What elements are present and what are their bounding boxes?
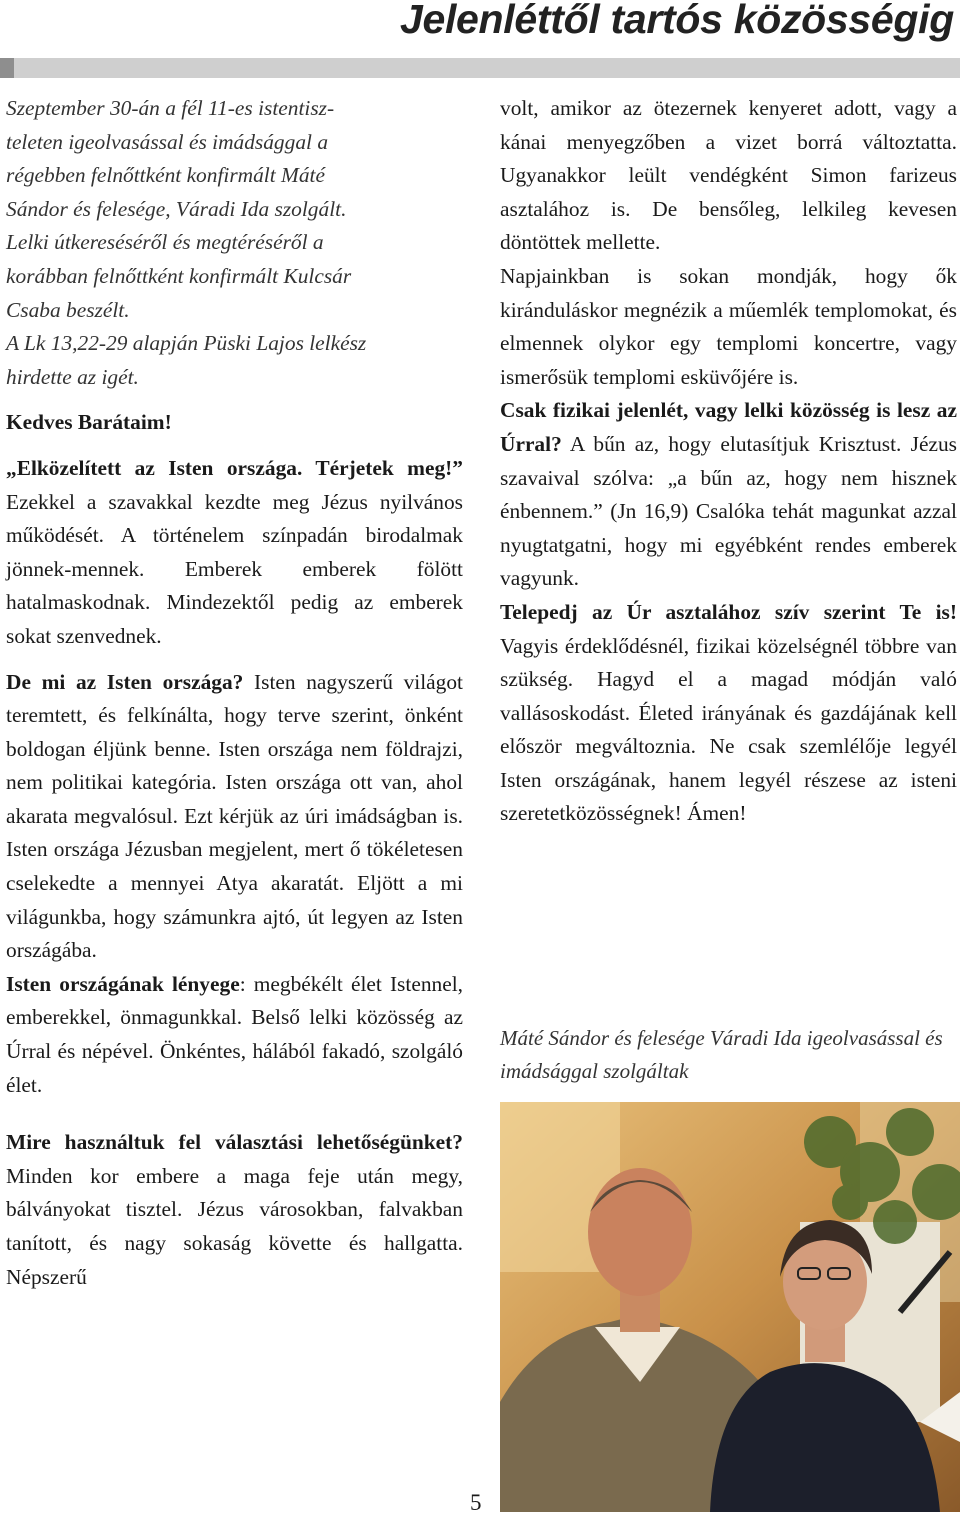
sermon-paragraph-1: „Elközelített az Isten országa. Térjetek meg!” Ezekkel a szavakkal kezdte meg Jézus nyilvános működését. A történelem színpadán birodalmak jönnek-mennek. Emberek emberek fölött hatalmaskodnak. Mindezektől pedig az emberek sokat szenvednek. [6,455,463,648]
bold-phrase: Isten országának lényege [6,971,240,996]
sermon-paragraph-3: Isten országának lényege: megbékélt élet Istennel, emberekkel, önmagunkkal. Belső lelki közösség az Úrral és népével. Önkéntes, hálából fakadó, szolgáló élet. [6,971,463,1097]
sermon-paragraph-2: De mi az Isten országa? Isten nagyszerű világot teremtett, és felkínálta, hogy terve szerint, önként boldogan éljünk benne. Isten országa nem földrajzi, nem politikai kategória. Isten országa ott van, ahol akarata megvalósul. Ezt kérjük az úri imádságban is. Isten országa Jézusban megjelent, mert ő tökéletesen cselekedte a mennyei Atya akaratát. Eljött a mi világunkba, hogy számunkra ajtó, út legyen az Isten országába. [6,669,463,963]
photo-caption: Máté Sándor és felesége Váradi Ida igeolvasással és imádsággal szolgáltak [500,1026,943,1083]
bold-phrase: De mi az Isten országa? [6,669,244,694]
page-title: Jelenléttől tartós közösségig [399,0,954,42]
intro-paragraph [6,92,463,394]
title-rule-accent [0,58,14,78]
intro-line: Szeptember 30-án a fél 11-es istentisz- [6,96,335,120]
intro-line: régebben felnőttként konfirmált Máté [6,163,325,188]
greeting: Kedves Barátaim! [6,410,172,435]
sermon-paragraph-4: Mire használtuk fel választási lehetőségünket? Minden kor embere a maga feje után megy, bálványokat tisztel. Jézus városokban, falvakban tanított, és nagy sokaság követte és hallgatta. Népszerű [6,1130,463,1289]
intro-line: teleten igeolvasással és imádsággal a [6,129,329,154]
intro-line: A Lk 13,22-29 alapján Püski Lajos lelkész [6,331,367,356]
intro-line: hirdette az igét. [6,364,139,389]
sermon-paragraph-5: volt, amikor az ötezernek kenyeret adott, vagy a kánai menyegzőben a vizet borrá változtatta. Ugyanakkor leült vendégként Simon farizeus asztalához is. De bensőleg, lelkileg kevesen döntöttek mellette. [500,96,957,255]
intro-line: Lelki útkereséséről és megtéréséről a [6,230,324,255]
bold-phrase: Csak fizikai jelenlét, vagy lelki közösség is lesz az Úrral? [500,398,957,456]
sermon-paragraph-8: Telepedj az Úr asztalához szív szerint Te is! Vagyis érdeklődésnél, fizikai közelségnél többre van szükség. Hagyd el a magad módján való vallásoskodást. Életed irányának és gazdájának kell először megváltoznia. Ne csak szemlélője legyél Isten országának, hanem legyél részese az isteni szeretetközösségnek! Ámen! [500,599,957,826]
bold-phrase: Telepedj az Úr asztalához szív szerint Te is! [500,599,957,624]
left-column [6,92,463,1294]
photo-illustration [500,1102,960,1512]
sermon-paragraph-6: Napjainkban is sokan mondják, hogy ők kiránduláskor megnézik a műemlék templomokat, és elmennek olykor egy templomi koncertre, vagy ismerősük templomi esküvőjére is. [500,263,957,389]
intro-line: Sándor és felesége, Váradi Ida szolgált. [6,196,347,221]
page-number: 5 [470,1490,482,1515]
intro-line: Csaba beszélt. [6,297,130,322]
right-column [500,92,957,831]
intro-line: korábban felnőttként konfirmált Kulcsár [6,263,352,288]
church-photo [500,1102,960,1512]
title-rule [0,58,960,78]
sermon-paragraph-7: Csak fizikai jelenlét, vagy lelki közösség is lesz az Úrral? A bűn az, hogy elutasítjuk Krisztust. Jézus szavaival szólva: „a bűn az, hogy nem hisznek énbennem.” (Jn 16,9) Csalóka tehát magunkat azzal nyugtatgatni, hogy mi egyébként rendes emberek vagyunk. [500,398,957,591]
bold-phrase: „Elközelített az Isten országa. Térjetek meg!” [6,455,463,480]
bold-phrase: Mire használtuk fel választási lehetőségünket? [6,1130,463,1155]
